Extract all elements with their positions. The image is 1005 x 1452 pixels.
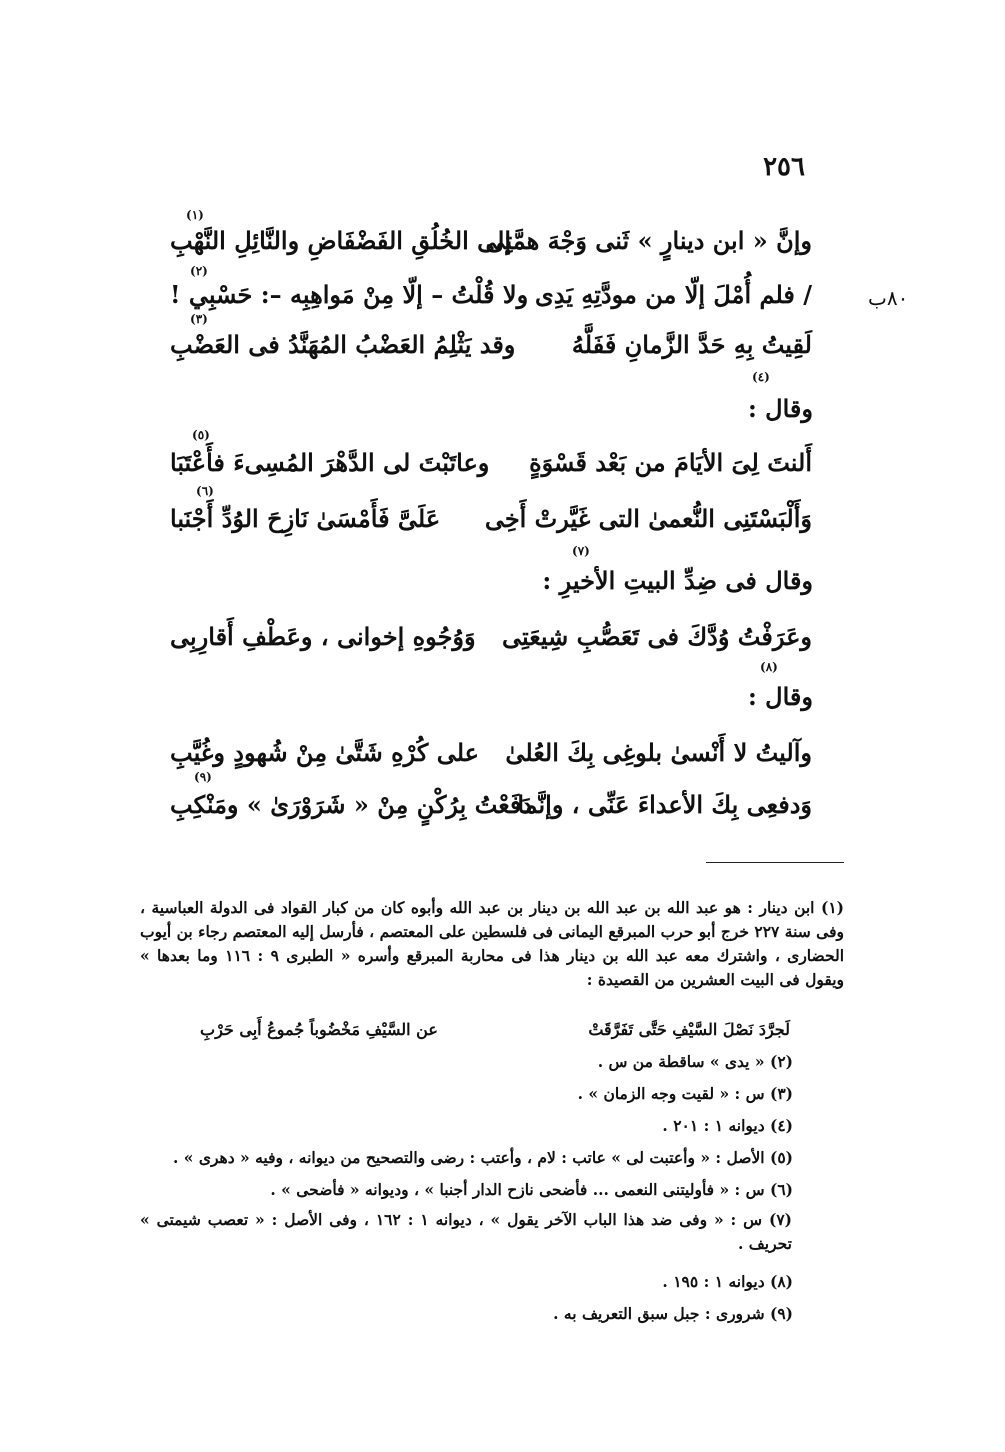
footnote-marker: (٥) [192,428,210,442]
second-hemistich: إلى الخُلُقِ الفَضْفَاضِ والنَّائِلِ النَّهْبِ [170,226,512,255]
second-hemistich: وقد يَثْلِمُ العَضْبُ المُهَنَّدُ فى العَضْبِ [170,330,516,359]
second-hemistich: على كُرْهِ شَتَّىٰ مِنْ شُهودٍ وغُيَّبِ [170,738,479,767]
footnote-2: (٢) « يدى » ساقطة من س . [597,1052,793,1071]
verse-intro: وقال : [747,394,813,423]
footnote-3: (٣) س : « لقيت وجه الزمان » . [577,1084,793,1103]
first-hemistich: / فلم أُمْلَ إلّا من مودَّتِهِ يَدِى [534,280,812,309]
footnote-9: (٩) شرورى : جبل سبق التعريف به . [553,1304,793,1323]
first-hemistich: وَأَلْبَسْتَنِى النُّعمىٰ التى غَيَّرتْ أَخِى [484,504,812,533]
footnote-6: (٦) س : « فأوليتنى النعمى ... فأضحى نازح الدار أجنبا » ، وديوانه « فأضحى » . [270,1180,793,1199]
second-hemistich: ولا قُلْتُ – إلّا مِنْ مَواهِبِه –: حَسْبِي ! [170,280,529,309]
footnote-5: (٥) الأصل : « وأعتبت لى » عاتب : لام ، وأعتب : رضى والتصحيح من ديوانه ، وفيه « دهرى » . [172,1148,793,1167]
first-hemistich: وعَرَفْتُ وُدَّكَ فى تَعَصُّبِ شِيعَتِى [502,622,812,651]
footnote-marker: (٢) [190,264,208,278]
verse-line [170,280,812,324]
first-hemistich: أَلنتَ لِىَ الأيَامَ من بَعْد قَسْوَةٍ [529,448,812,477]
footnote-1: (١) ابن دينار : هو عبد الله بن عبد الله بن دينار بن عبد الله وأبوه كان من كبار القواد فى الدولة العباسية ، وفى سنة ٢٢٧ خرج أبو حرب المبرقع اليمانى فى فلسطين على المعتصم ، فأرسل إليه المعتصم رجاء بن أيوب الحضارى ، واشترك معه عبد الله بن دينار هذا فى محاربة المبرقع وأسره « الطبرى ٩ : ١١٦ وما بعدها » ويقول فى البيت العشرين من القصيدة : [140,898,845,989]
second-hemistich: عن السَّيْفِ مَخْضُوباً جُموعُ أَبِى حَرْبِ [200,1020,438,1039]
footnote-marker: (٤) [752,370,770,384]
verse-intro: وقال : [747,682,813,711]
footnote-marker: (٩) [194,770,212,784]
footnote-marker: (١) [186,208,204,222]
page-number: ٢٥٦ [763,152,805,182]
first-hemistich: وَدفعِى بِكَ الأعداءَ عَنِّى ، وإنَّما [517,790,812,819]
second-hemistich: وَوُجُوهِ إخوانى ، وعَطْفِ أَقارِبِى [170,622,476,651]
footnote-marker: (٣) [190,312,208,326]
verse-line [170,738,812,782]
first-hemistich: وآليتُ لا أَنْسىٰ بلوغِى بِكَ العُلىٰ [505,738,812,767]
first-hemistich: لَقِيتُ بِهِ حَدَّ الزَّمانِ فَفَلَّهُ [571,330,812,359]
second-hemistich: دَفَعْتُ بِرُكْنٍ مِنْ « شَرَوْرَىٰ » ومَنْكِبِ [170,790,533,819]
footnote-verse [200,1020,790,1046]
footnote-separator [706,862,844,863]
verse-intro: وقال فى ضِدِّ البيتِ الأخيرِ : [542,566,813,595]
footnote-marker: (٦) [196,484,214,498]
footnote-8: (٨) ديوانه ١ : ١٩٥ . [662,1272,793,1291]
footnote-7: (٧) س : « وفى ضد هذا الباب الآخر يقول » ، ديوانه ١ : ١٦٢ ، وفى الأصل : « تعصب شيمتى » تحريف . [140,1210,792,1253]
second-hemistich: وعاتَبْتَ لى الدَّهْرَ المُسِىءَ فأَعْتَبَا [170,448,490,477]
footnote-marker: (٧) [572,544,590,558]
verse-line [170,790,812,834]
verse-line [170,226,812,270]
second-hemistich: عَلَىَّ فَأَمْسَىٰ نَازِحَ الوُدِّ أَجْنَبا [170,504,441,533]
first-hemistich: لَجرَّدَ نَصْلَ السَّيْفِ حَتَّى تَفَرَّقَتْ [588,1020,790,1039]
verse-line [170,330,812,374]
verse-line [170,448,812,492]
margin-folio-note: ٨٠ب [868,286,909,310]
footnote-marker: (٨) [760,660,778,674]
footnote-4: (٤) ديوانه ١ : ٢٠١ . [662,1116,793,1135]
first-hemistich: وإنَّ « ابن دينارٍ » ثَنى وَجْهَ همَّتِى [485,226,812,255]
verse-line [170,504,812,548]
verse-line [170,622,812,666]
